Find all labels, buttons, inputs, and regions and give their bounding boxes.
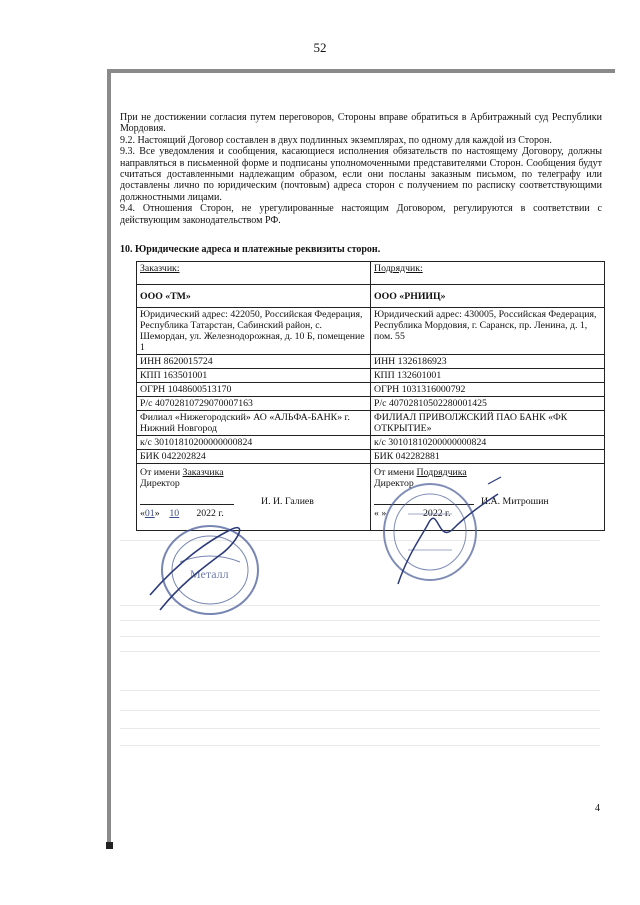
bleed-line <box>120 620 600 621</box>
bleed-line <box>120 710 600 711</box>
table-row <box>137 369 605 383</box>
customer-position: Директор <box>140 478 180 489</box>
scan-corner-mark <box>106 842 113 849</box>
customer-role: Заказчик: <box>140 263 180 274</box>
contractor-position: Директор <box>374 478 414 489</box>
customer-on-behalf: От имени Заказчика <box>140 467 224 478</box>
bleed-line <box>120 540 600 541</box>
bleed-line <box>120 745 600 746</box>
customer-name: ООО «ТМ» <box>137 285 371 308</box>
table-row <box>137 285 605 308</box>
customer-bank: Филиал «Нижегородский» АО «АЛЬФА-БАНК» г. Нижний Новгород <box>137 411 371 436</box>
contractor-sign-date: « » 2022 г. <box>374 508 451 519</box>
customer-signature-cell <box>137 464 371 531</box>
bleed-line <box>120 690 600 691</box>
bleed-line <box>120 651 600 652</box>
table-row <box>137 262 605 285</box>
contract-text <box>120 112 602 226</box>
customer-sign-date: «01» 10 2022 г. <box>140 508 224 519</box>
customer-kpp: КПП 163501001 <box>137 369 371 383</box>
page-number-bottom: 4 <box>595 803 600 814</box>
paragraph: 9.2. Настоящий Договор составлен в двух подлинных экземплярах, по одному для каждой из Сторон. <box>120 134 552 146</box>
table-row <box>137 450 605 464</box>
bleed-line <box>120 605 600 606</box>
bleed-line <box>120 728 600 729</box>
paragraph: При не достижении согласия путем переговоров, Стороны вправе обратиться в Арбитражный суд Республики Мордовия. <box>120 112 602 135</box>
contractor-signer-name: И.А. Митрошин <box>481 496 549 507</box>
paragraph: 9.4. Отношения Сторон, не урегулированные настоящим Договором, регулируются в соответствии с действующим законодательством РФ. <box>120 203 602 226</box>
scan-frame-top <box>107 69 615 73</box>
table-row <box>137 397 605 411</box>
table-row <box>137 464 605 531</box>
contractor-role-cell <box>371 262 605 285</box>
table-row <box>137 383 605 397</box>
page-number-top: 52 <box>313 40 327 55</box>
contractor-on-behalf: От имени Подрядчика <box>374 467 467 478</box>
requisites-table <box>136 261 605 531</box>
contractor-signature-cell <box>371 464 605 531</box>
scan-frame-left <box>107 69 111 849</box>
table-row <box>137 436 605 450</box>
contractor-name: ООО «РНИИЦ» <box>371 285 605 308</box>
customer-address: Юридический адрес: 422050, Российская Федерация, Республика Татарстан, Сабинский район, с. Шемордан, ул. Железнодорожная, д. 10 Б, помещение 1 <box>137 308 371 355</box>
contractor-account: Р/с 40702810502280001425 <box>371 397 605 411</box>
contractor-inn: ИНН 1326186923 <box>371 355 605 369</box>
contractor-signature-underline <box>374 504 474 505</box>
contractor-bik: БИК 042282881 <box>371 450 605 464</box>
customer-role-cell <box>137 262 371 285</box>
customer-ogrn: ОГРН 1048600513170 <box>137 383 371 397</box>
table-row <box>137 355 605 369</box>
stamp-text: Металл <box>190 567 229 581</box>
contractor-ogrn: ОГРН 1031316000792 <box>371 383 605 397</box>
customer-signer-name: И. И. Галиев <box>261 496 314 507</box>
customer-bik: БИК 042202824 <box>137 450 371 464</box>
contractor-corr-account: к/с 30101810200000000824 <box>371 436 605 450</box>
table-row <box>137 411 605 436</box>
customer-corr-account: к/с 30101810200000000824 <box>137 436 371 450</box>
customer-account: Р/с 40702810729070007163 <box>137 397 371 411</box>
customer-signature-underline <box>140 504 234 505</box>
contractor-role: Подрядчик: <box>374 263 423 274</box>
contractor-address: Юридический адрес: 430005, Российская Федерация, Республика Мордовия, г. Саранск, пр. Ленина, д. 1, пом. 55 <box>371 308 605 355</box>
customer-inn: ИНН 8620015724 <box>137 355 371 369</box>
section-heading: 10. Юридические адреса и платежные реквизиты сторон. <box>120 244 381 255</box>
contractor-kpp: КПП 132601001 <box>371 369 605 383</box>
bleed-line <box>120 636 600 637</box>
table-row <box>137 308 605 355</box>
contractor-bank: ФИЛИАЛ ПРИВОЛЖСКИЙ ПАО БАНК «ФК ОТКРЫТИЕ» <box>371 411 605 436</box>
paragraph: 9.3. Все уведомления и сообщения, касающиеся исполнения обязательств по настоящему Договору, должны направляться в письменной форме и подписаны уполномоченными представителями Сторон. Сообщения будут считаться доставленными надлежащим образом, если они посланы заказным письмом, по телеграфу или доставлены лично по юридическим (почтовым) адреса сторон с получением по расписку соответствующими должностными лицами. <box>120 146 602 203</box>
